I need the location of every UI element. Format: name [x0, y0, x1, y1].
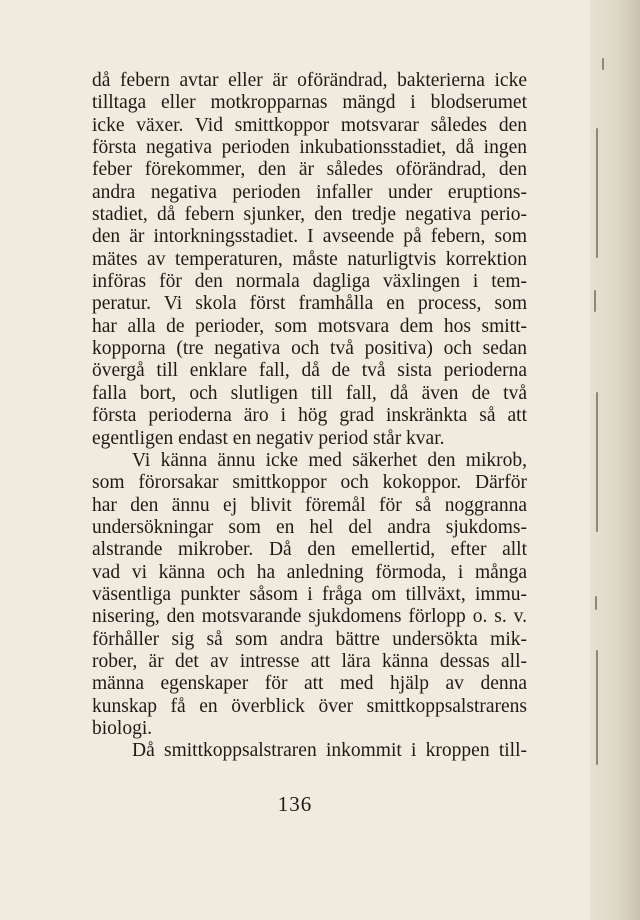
text-line: alstrande mikrober. Då den emellertid, efter allt — [92, 539, 527, 561]
text-line: stadiet, då febern sjunker, den tredje negativa perio- — [92, 204, 527, 226]
text-line: biologi. — [92, 717, 153, 739]
text-line: då febern avtar eller är oförändrad, bakterierna icke — [92, 70, 527, 91]
text-line: peratur. Vi skola först framhålla en process, som — [92, 293, 527, 315]
text-line: kunskap få en överblick över smittkoppsalstrarens — [92, 695, 527, 717]
text-line: egentligen endast en negativ period står kvar. — [92, 427, 445, 449]
text-line: som förorsakar smittkoppor och kokoppor. Därför — [92, 472, 527, 494]
page-number: 136 — [277, 792, 313, 816]
binding-thread — [596, 392, 598, 532]
binding-edge — [590, 0, 640, 920]
text-line: kopporna (tre negativa och två positiva) och sedan — [92, 338, 527, 360]
binding-thread — [594, 290, 596, 312]
text-line: övergå till enklare fall, då de två sista perioderna — [92, 360, 527, 382]
text-line: rober, är det av intresse att lära känna dessas all- — [92, 650, 527, 672]
text-line: väsentliga punkter såsom i fråga om tillväxt, immu- — [92, 583, 527, 605]
text-line: första negativa perioden inkubationsstadiet, då ingen — [92, 137, 527, 159]
binding-thread — [596, 128, 598, 258]
text-line: har alla de perioder, som motsvara dem hos smitt- — [92, 315, 527, 337]
text-line: första perioderna äro i hög grad inskränkta så att — [92, 405, 527, 427]
text-line: männa egenskaper för att med hjälp av denna — [92, 673, 527, 695]
text-line: andra negativa perioden infaller under eruptions- — [92, 181, 527, 203]
text-line: den är intorkningsstadiet. I avseende på febern, som — [92, 226, 527, 248]
body-text — [92, 70, 527, 763]
text-line: införas för den normala dagliga växlingen i tem- — [92, 271, 527, 293]
text-line: tilltaga eller motkropparnas mängd i blodserumet — [92, 92, 527, 114]
text-line: har den ännu ej blivit föremål för så noggranna — [92, 494, 527, 516]
binding-thread — [602, 58, 604, 70]
text-line: mätes av temperaturen, måste naturligtvis korrektion — [92, 248, 527, 270]
text-line: Vi känna ännu icke med säkerhet den mikrob, — [132, 449, 527, 471]
text-line: Då smittkoppsalstraren inkommit i kroppen till- — [132, 740, 527, 762]
text-line: undersökningar som en hel del andra sjukdoms- — [92, 516, 527, 538]
binding-thread — [595, 596, 597, 610]
text-line: nisering, den motsvarande sjukdomens förlopp o. s. v. — [92, 606, 527, 628]
binding-thread — [596, 650, 598, 765]
text-line: icke växer. Vid smittkoppor motsvarar således den — [92, 114, 527, 136]
text-line: vad vi känna och ha anledning förmoda, i många — [92, 561, 527, 583]
text-line: falla bort, och slutligen till fall, då även de två — [92, 382, 527, 404]
text-line: feber förekommer, den är således oförändrad, den — [92, 159, 527, 181]
text-line: förhåller sig så som andra bättre undersökta mik- — [92, 628, 527, 650]
